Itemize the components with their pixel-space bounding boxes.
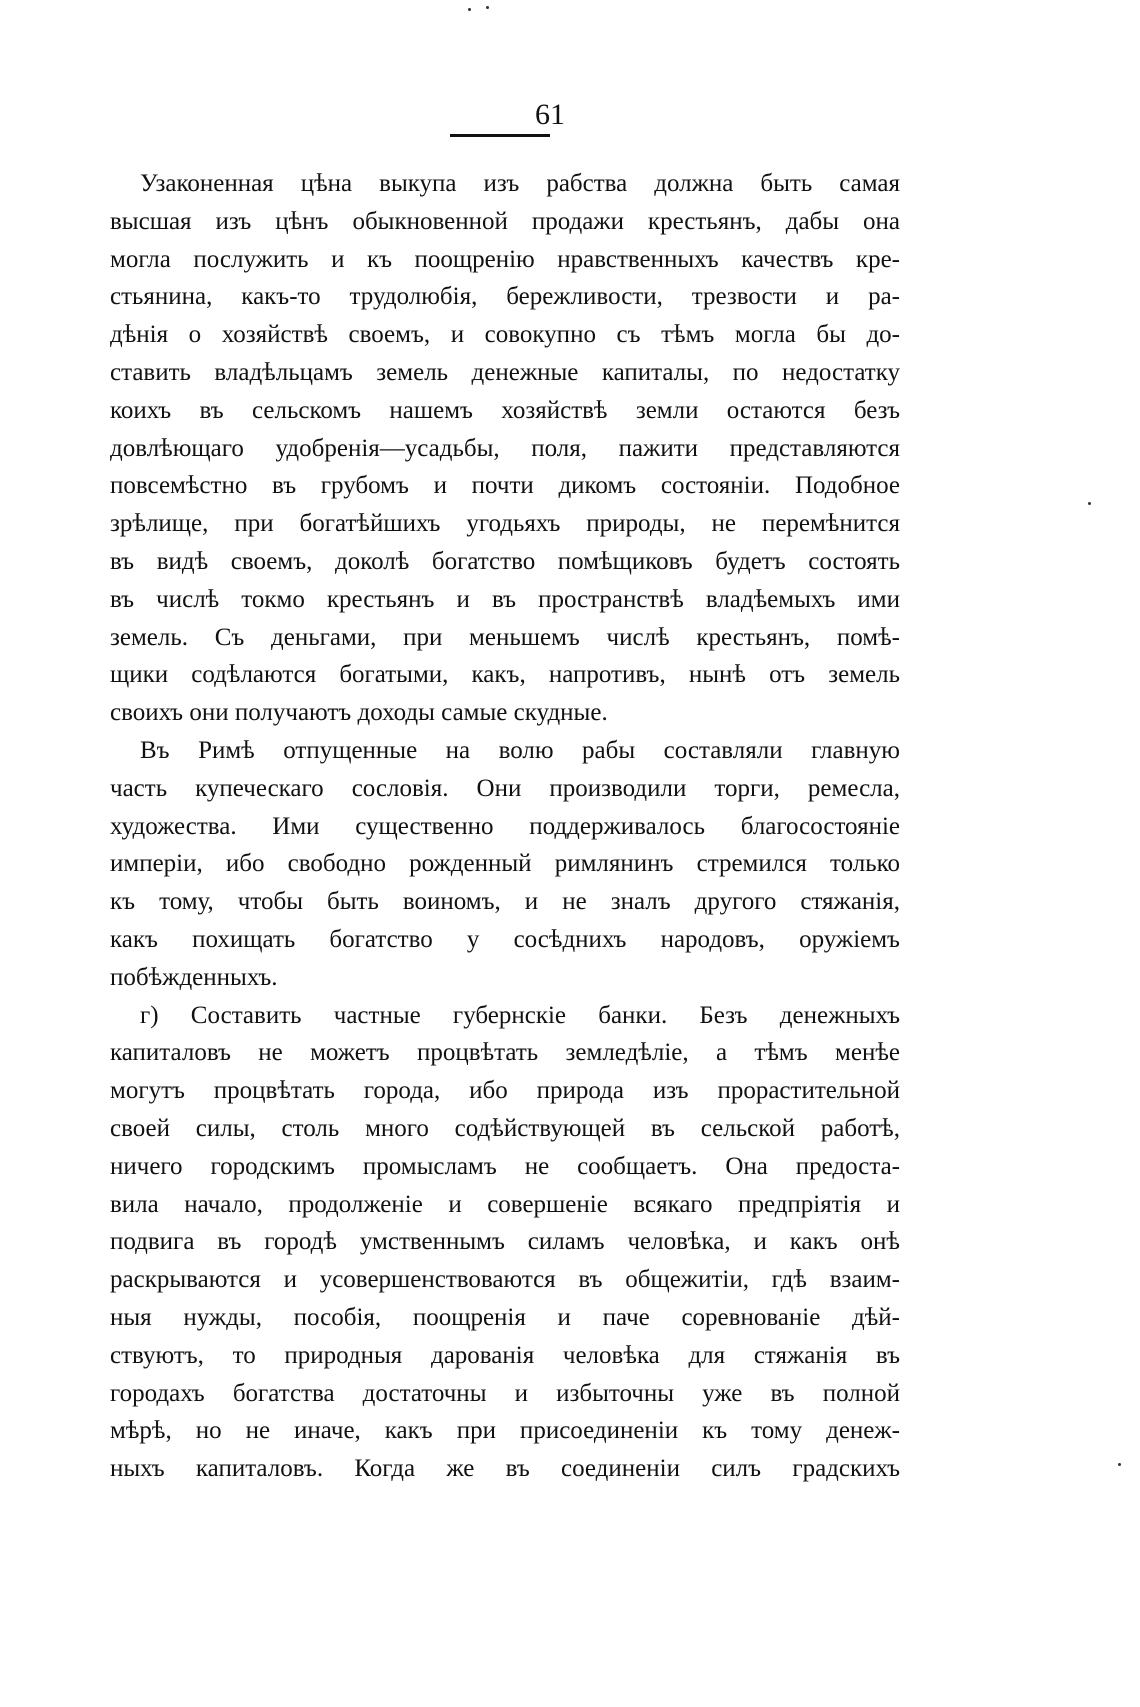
text-line: могутъ процвѣтать города, ибо природа изъ прорастительной bbox=[110, 1077, 900, 1105]
text-line: Узаконенная цѣна выкупа изъ рабства должна быть самая bbox=[140, 170, 900, 197]
text-line: Въ Римѣ отпущенные на волю рабы составляли главную bbox=[140, 736, 900, 764]
text-line: часть купеческаго сословія. Они производили торги, ремесла, bbox=[110, 774, 900, 802]
text-line: ничего городскимъ промысламъ не сообщаетъ. Она предоста- bbox=[110, 1152, 900, 1180]
text-line: вила начало, продолженіе и совершеніе всякаго предпріятія и bbox=[110, 1190, 900, 1218]
text-line: коихъ въ сельскомъ нашемъ хозяйствѣ земли остаются безъ bbox=[110, 396, 900, 424]
text-line: могла послужить и къ поощренію нравственныхъ качествъ кре- bbox=[110, 245, 900, 273]
page-number: 61 bbox=[535, 98, 565, 131]
text-line: щики содѣлаются богатыми, какъ, напротивъ, нынѣ отъ земель bbox=[110, 661, 900, 689]
text-line: ствуютъ, то природныя дарованія человѣка для стяжанія въ bbox=[110, 1341, 900, 1369]
text-line: въ числѣ токмо крестьянъ и въ пространствѣ владѣемыхъ ими bbox=[110, 585, 900, 613]
text-line: подвига въ городѣ умственнымъ силамъ человѣка, и какъ онѣ bbox=[110, 1228, 900, 1256]
text-line: земель. Съ деньгами, при меньшемъ числѣ крестьянъ, помѣ- bbox=[110, 623, 900, 651]
scan-speck bbox=[1118, 1463, 1121, 1466]
text-line: городахъ богатства достаточны и избыточны уже въ полной bbox=[110, 1379, 900, 1407]
text-line: мѣрѣ, но не иначе, какъ при присоединеніи къ тому денеж- bbox=[110, 1417, 900, 1445]
text-line: своихъ они получаютъ доходы самые скудные. bbox=[110, 699, 608, 727]
text-line: повсемѣстно въ грубомъ и почти дикомъ состояніи. Подобное bbox=[110, 472, 900, 500]
text-line: высшая изъ цѣнъ обыкновенной продажи крестьянъ, дабы она bbox=[110, 207, 900, 235]
text-line: стьянина, какъ-то трудолюбія, бережливости, трезвости и ра- bbox=[110, 283, 900, 311]
text-line: своей силы, столь много содѣйствующей въ сельской работѣ, bbox=[110, 1114, 900, 1142]
text-line: ставить владѣльцамъ земель денежные капиталы, по недостатку bbox=[110, 358, 900, 386]
text-line: имперіи, ибо свободно рожденный римлянинъ стремился только bbox=[110, 850, 900, 878]
text-line: капиталовъ не можетъ процвѣтать земледѣліе, а тѣмъ менѣе bbox=[110, 1039, 900, 1067]
scan-speck bbox=[486, 6, 489, 9]
text-line: довлѣющаго удобренія—усадьбы, поля, пажити представляются bbox=[110, 434, 900, 462]
text-line: г) Составить частные губернскіе банки. Безъ денежныхъ bbox=[140, 1001, 900, 1029]
text-line: художества. Ими существенно поддерживалось благосостояніе bbox=[110, 812, 900, 840]
text-line: дѣнія о хозяйствѣ своемъ, и совокупно съ тѣмъ могла бы до- bbox=[110, 321, 900, 349]
scan-speck bbox=[1088, 502, 1091, 505]
text-line: въ видѣ своемъ, доколѣ богатство помѣщиковъ будетъ состоять bbox=[110, 547, 900, 575]
page-number-underline bbox=[450, 134, 550, 137]
scan-speck bbox=[468, 8, 471, 11]
text-line: къ тому, чтобы быть воиномъ, и не зналъ другого стяжанія, bbox=[110, 888, 900, 916]
text-line: раскрываются и усовершенствоваются въ общежитіи, гдѣ взаим- bbox=[110, 1266, 900, 1294]
text-line: побѣжденныхъ. bbox=[110, 963, 278, 991]
text-line: какъ похищать богатство у сосѣднихъ народовъ, оружіемъ bbox=[110, 925, 900, 953]
text-line: ныя нужды, пособія, поощренія и паче соревнованіе дѣй- bbox=[110, 1303, 900, 1331]
text-line: ныхъ капиталовъ. Когда же въ соединеніи силъ градскихъ bbox=[110, 1455, 900, 1483]
text-line: зрѣлище, при богатѣйшихъ угодьяхъ природы, не перемѣнится bbox=[110, 510, 900, 538]
body-text bbox=[110, 165, 900, 1488]
